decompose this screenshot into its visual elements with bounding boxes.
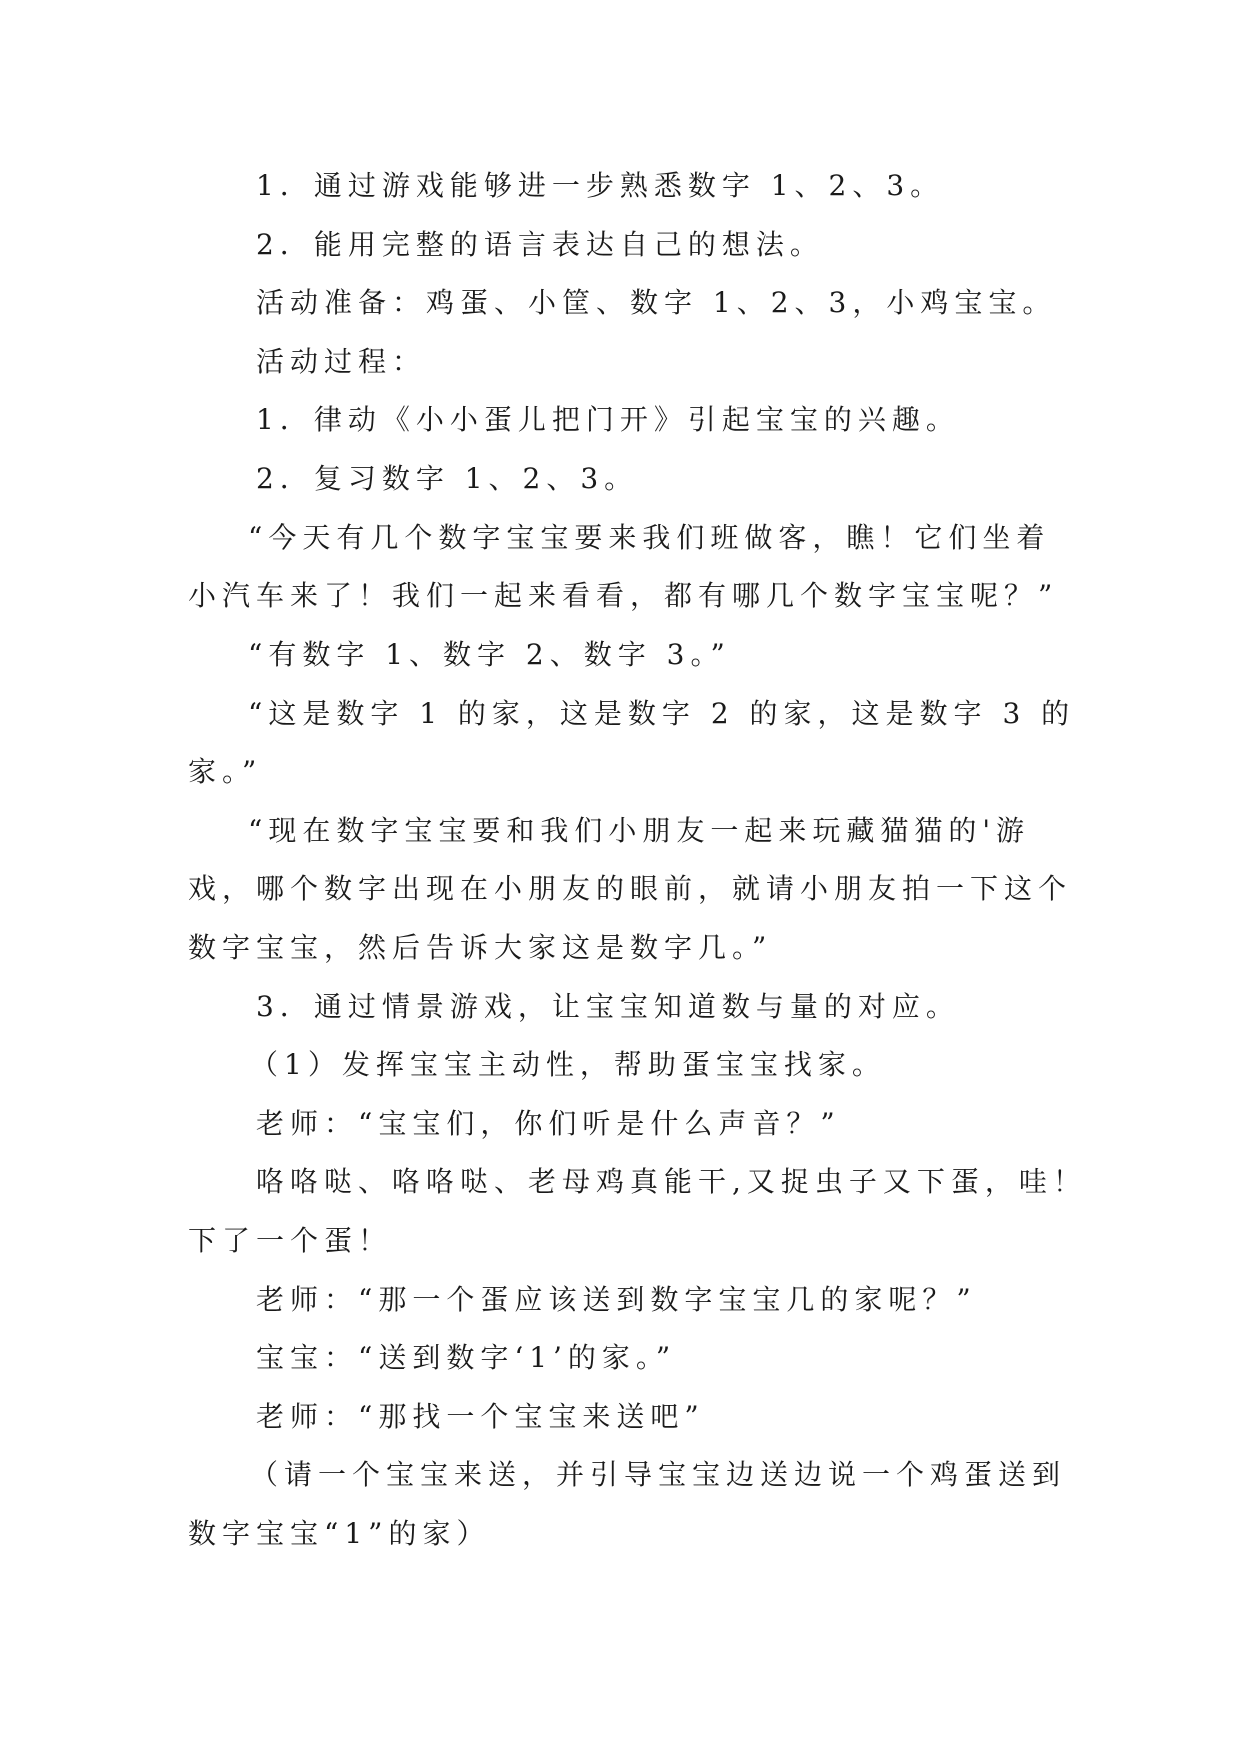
dialogue-line: 家。” — [188, 755, 263, 788]
dialogue-line: “今天有几个数字宝宝要来我们班做客，瞧！它们坐着 — [248, 521, 1051, 554]
process-step-3: 3．通过情景游戏，让宝宝知道数与量的对应。 — [256, 990, 960, 1023]
dialogue-line: 小汽车来了！我们一起来看看，都有哪几个数字宝宝呢？” — [188, 579, 1059, 612]
dialogue-line: “现在数字宝宝要和我们小朋友一起来玩藏猫猫的'游 — [248, 814, 1031, 847]
process-step-2: 2．复习数字 1、2、3。 — [256, 462, 639, 495]
dialogue-line: 数字宝宝，然后告诉大家这是数字几。” — [188, 931, 773, 964]
instruction-note: （请一个宝宝来送，并引导宝宝边送边说一个鸡蛋送到 — [250, 1458, 1067, 1491]
dialogue-line: 老师：“那一个蛋应该送到数字宝宝几的家呢？” — [256, 1283, 977, 1316]
activity-process-heading: 活动过程： — [256, 345, 427, 378]
dialogue-line: “有数字 1、数字 2、数字 3。” — [248, 638, 731, 671]
process-step-1: 1．律动《小小蛋儿把门开》引起宝宝的兴趣。 — [256, 403, 960, 436]
goal-line-2: 2．能用完整的语言表达自己的想法。 — [256, 228, 824, 261]
dialogue-line: 老师：“宝宝们，你们听是什么声音？” — [256, 1107, 841, 1140]
activity-preparation: 活动准备：鸡蛋、小筐、数字 1、2、3，小鸡宝宝。 — [256, 286, 1057, 319]
sub-step-1: （1）发挥宝宝主动性，帮助蛋宝宝找家。 — [250, 1048, 886, 1081]
dialogue-line: 下了一个蛋！ — [188, 1224, 393, 1257]
instruction-note: 数字宝宝“1”的家） — [188, 1517, 491, 1550]
goal-line-1: 1．通过游戏能够进一步熟悉数字 1、2、3。 — [256, 169, 945, 202]
dialogue-line: 宝宝：“送到数字‘1’的家。” — [256, 1341, 677, 1374]
dialogue-line: 戏，哪个数字出现在小朋友的眼前，就请小朋友拍一下这个 — [188, 872, 1073, 905]
dialogue-line: 老师：“那找一个宝宝来送吧” — [256, 1400, 705, 1433]
dialogue-line: 咯咯哒、咯咯哒、老母鸡真能干,又捉虫子又下蛋，哇！ — [256, 1165, 1087, 1198]
dialogue-line: “这是数字 1 的家，这是数字 2 的家，这是数字 3 的 — [248, 697, 1076, 730]
